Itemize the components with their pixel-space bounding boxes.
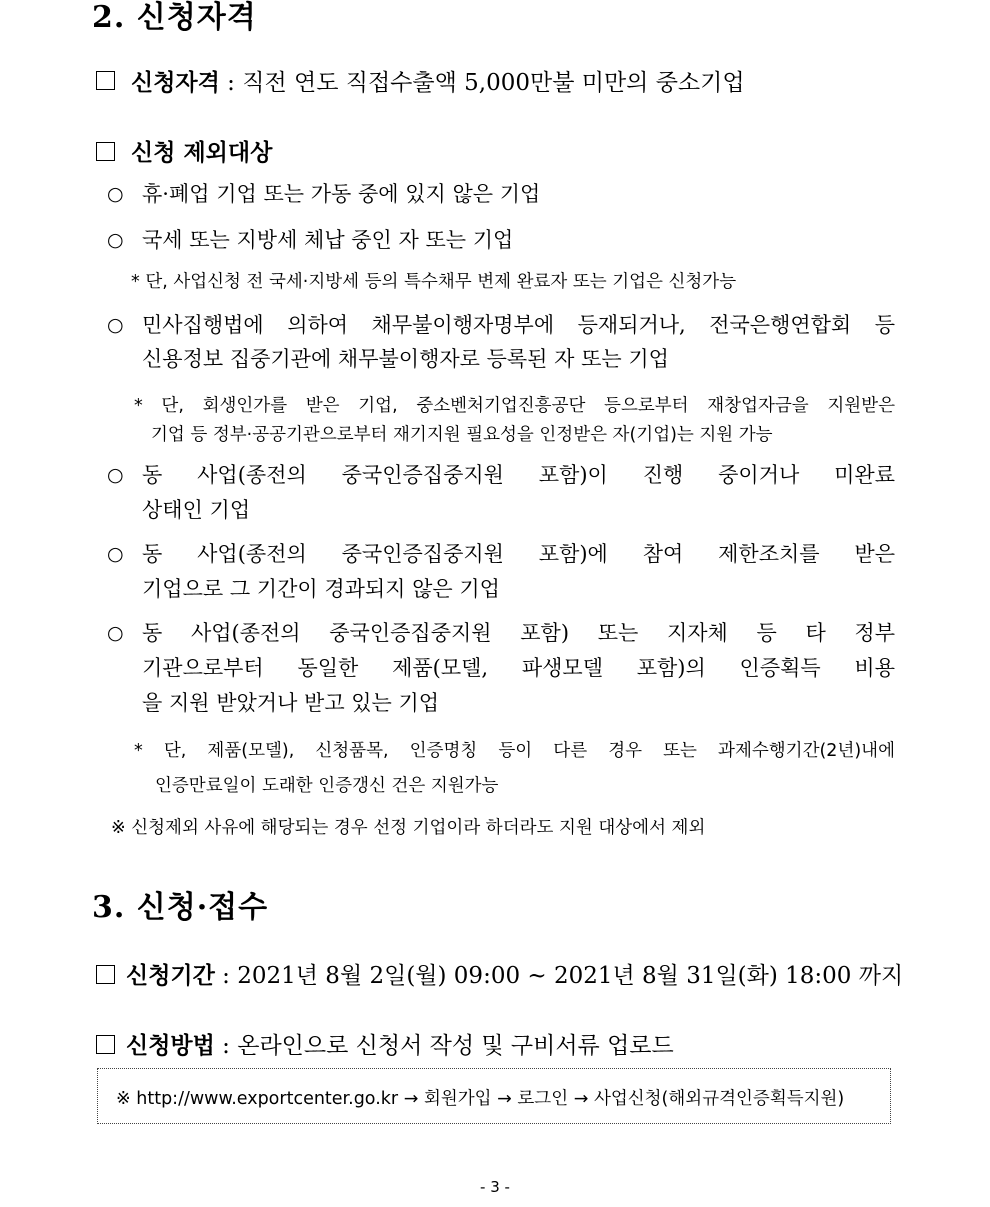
export-center-link[interactable]: http://www.exportcenter.go.kr [136, 1089, 399, 1109]
checkbox-square-icon [96, 142, 115, 161]
exclusion-item: 동 사업(종전의 중국인증집중지원 포함) 또는 지자체 등 타 정부 [142, 621, 895, 645]
application-path [116, 1085, 844, 1110]
period-line [126, 957, 903, 990]
path-step: 로그인 [517, 1089, 569, 1109]
eligibility-line [131, 64, 745, 97]
arrow-right-icon: → [497, 1089, 512, 1109]
section-2-heading: 2. 신청자격 [92, 0, 257, 35]
section-3-heading: 3. 신청·접수 [92, 890, 269, 925]
path-step: 회원가입 [423, 1089, 492, 1109]
arrow-right-icon: → [403, 1089, 419, 1109]
arrow-right-icon: → [573, 1089, 589, 1109]
exclusion-note: * 단, 회생인가를 받은 기업, 중소벤처기업진흥공단 등으로부터 재창업자금을 지원받은 [134, 396, 895, 416]
checkbox-square-icon [96, 71, 115, 90]
period-separator: : [214, 963, 238, 989]
period-text: 2021년 8월 2일(월) 09:00 ~ 2021년 8월 31일(화) 18:00 까지 [237, 963, 904, 989]
exclusion-note: * 단, 제품(모델), 신청품목, 인증명칭 등이 다른 경우 또는 과제수행기간(2년)내에 [134, 741, 895, 761]
exclusion-item-continuation: 기관으로부터 동일한 제품(모델, 파생모델 포함)의 인증획득 비용 [142, 656, 895, 680]
method-label: 신청방법 [126, 1032, 215, 1059]
bullet-circle-icon: ○ [107, 314, 124, 336]
exclusion-item: 동 사업(종전의 중국인증집중지원 포함)이 진행 중이거나 미완료 [142, 463, 895, 487]
exclusion-item: 동 사업(종전의 중국인증집중지원 포함)에 참여 제한조치를 받은 [142, 542, 895, 566]
exclusion-item-continuation: 신용정보 집중기관에 채무불이행자로 등록된 자 또는 기업 [142, 347, 669, 371]
checkbox-square-icon [96, 965, 115, 984]
eligibility-separator: : [219, 70, 243, 96]
method-separator: : [214, 1033, 238, 1059]
bullet-circle-icon: ○ [107, 464, 124, 486]
path-step: 사업신청(해외규격인증획득지원) [593, 1089, 845, 1109]
exclusion-item: 민사집행법에 의하여 채무불이행자명부에 등재되거나, 전국은행연합회 등 [142, 313, 895, 337]
exclusion-remark: ※ 신청제외 사유에 해당되는 경우 선정 기업이라 하더라도 지원 대상에서 제외 [111, 818, 706, 838]
method-text: 온라인으로 신청서 작성 및 구비서류 업로드 [237, 1033, 674, 1059]
exclusion-item-continuation: 기업으로 그 기간이 경과되지 않은 기업 [142, 577, 500, 601]
exclusion-item: 국세 또는 지방세 체납 중인 자 또는 기업 [142, 228, 514, 252]
reference-mark: ※ [116, 1089, 131, 1109]
exclusion-note-continuation: 인증만료일이 도래한 인증갱신 건은 지원가능 [155, 776, 499, 796]
eligibility-label: 신청자격 [131, 69, 220, 96]
exclusion-note: * 단, 사업신청 전 국세·지방세 등의 특수채무 변제 완료자 또는 기업은 신청가능 [131, 272, 737, 292]
bullet-circle-icon: ○ [107, 183, 124, 205]
exclusion-item: 휴·폐업 기업 또는 가동 중에 있지 않은 기업 [142, 182, 541, 206]
bullet-circle-icon: ○ [107, 229, 124, 251]
period-label: 신청기간 [126, 962, 215, 989]
bullet-circle-icon: ○ [107, 543, 124, 565]
method-line [126, 1027, 674, 1060]
exclusion-note-continuation: 기업 등 정부·공공기관으로부터 재기지원 필요성을 인정받은 자(기업)는 지원 가능 [151, 425, 773, 445]
checkbox-square-icon [96, 1035, 115, 1054]
exclusions-label: 신청 제외대상 [131, 139, 273, 166]
page-number: - 3 - [480, 1178, 510, 1196]
eligibility-text: 직전 연도 직접수출액 5,000만불 미만의 중소기업 [242, 70, 745, 96]
exclusion-item-continuation: 을 지원 받았거나 받고 있는 기업 [142, 691, 440, 715]
exclusion-item-continuation: 상태인 기업 [142, 498, 251, 522]
bullet-circle-icon: ○ [107, 622, 124, 644]
